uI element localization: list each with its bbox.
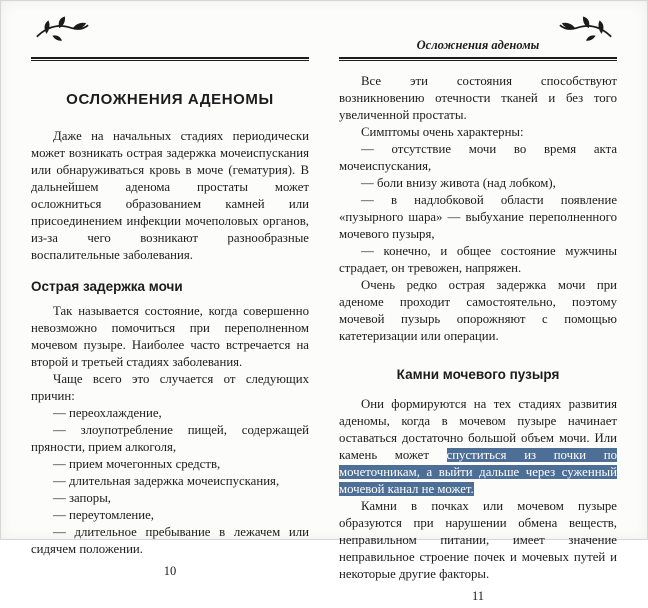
- header-rule: [31, 57, 309, 61]
- intro-paragraph: Даже на начальных стадиях периодически может возникать острая задержка мочеиспускания или обнаруживаться кровь в моче (гематурия). В дальнейшем аденома простаты может осложниться образованием камней или присоединением инфекции мочеполовых органов, из-за чего возникают разнообразные воспалительные заболевания.: [31, 129, 309, 263]
- list-item: — длительная задержка мочеиспускания,: [53, 474, 280, 489]
- section-heading-bladder-stones: Камни мочевого пузыря: [396, 367, 560, 383]
- list-item: — запоры,: [53, 491, 112, 506]
- list-item: — длительное пребывание в лежачем или сидячем положении.: [31, 525, 309, 557]
- causes-list: [31, 405, 309, 558]
- selected-text[interactable]: спуститься из почки по мочеточникам, а выйти дальше через суженный мочевой канал не может.: [339, 448, 617, 497]
- causes-intro: Чаще всего это случается от следующих причин:: [31, 372, 309, 404]
- left-page-header: [31, 15, 309, 61]
- list-item: — в надлобковой области появление «пузырного шара» — выбухание переполненного мочевого пузыря,: [339, 193, 617, 242]
- section-paragraph: Так называется состояние, когда совершенно невозможно помочиться при переполненном мочевом пузыре. Наиболее часто встречается на второй и третьей стадиях заболевания.: [31, 304, 309, 370]
- symptoms-list: [339, 141, 617, 277]
- running-header: Осложнения аденомы: [416, 38, 540, 52]
- page-number-right: 11: [471, 589, 485, 604]
- section-heading-urine-retention: Острая задержка мочи: [31, 279, 183, 295]
- left-page: [31, 15, 309, 579]
- list-item: — отсутствие мочи во время акта мочеиспускания,: [339, 142, 617, 174]
- paragraph-with-selection: [339, 396, 617, 498]
- book-spread: [1, 1, 647, 604]
- right-page: [339, 15, 617, 604]
- list-item: — злоупотребление пищей, содержащей пряности, прием алкоголя,: [31, 423, 309, 455]
- list-item: — прием мочегонных средств,: [53, 457, 221, 472]
- paragraph: Все эти состояния способствуют возникновению отечности тканей и без того увеличенной простаты.: [339, 74, 617, 123]
- header-rule: [339, 57, 617, 61]
- list-item: — боли внизу живота (над лобком),: [361, 176, 556, 191]
- symptoms-intro: Симптомы очень характерны:: [361, 125, 524, 140]
- paragraph: Очень редко острая задержка мочи при аденоме проходит самостоятельно, поэтому мочевой пузырь опорожняют с помощью катетеризации или операции.: [339, 278, 617, 344]
- list-item: — переохлаждение,: [53, 406, 162, 421]
- chapter-title: ОСЛОЖНЕНИЯ АДЕНОМЫ: [66, 91, 274, 108]
- list-item: — конечно, и общее состояние мужчины страдает, он тревожен, напряжен.: [339, 244, 617, 276]
- page-number-left: 10: [163, 564, 177, 579]
- floral-ornament-icon: [557, 15, 615, 45]
- list-item: — переутомление,: [53, 508, 155, 523]
- right-page-header: [339, 15, 617, 61]
- paragraph: Камни в почках или мочевом пузыре образуются при нарушении обмена веществ, неправильном питании, имеет значение неправильное строение почек и мочевых путей и некоторые другие факторы.: [339, 499, 617, 582]
- paragraph-text: Они формируются на тех стадиях развития аденомы, когда в мочевом пузыре начинает оставаться достаточно большой объем мочи. Или камень может: [339, 397, 617, 463]
- floral-ornament-icon: [33, 15, 91, 45]
